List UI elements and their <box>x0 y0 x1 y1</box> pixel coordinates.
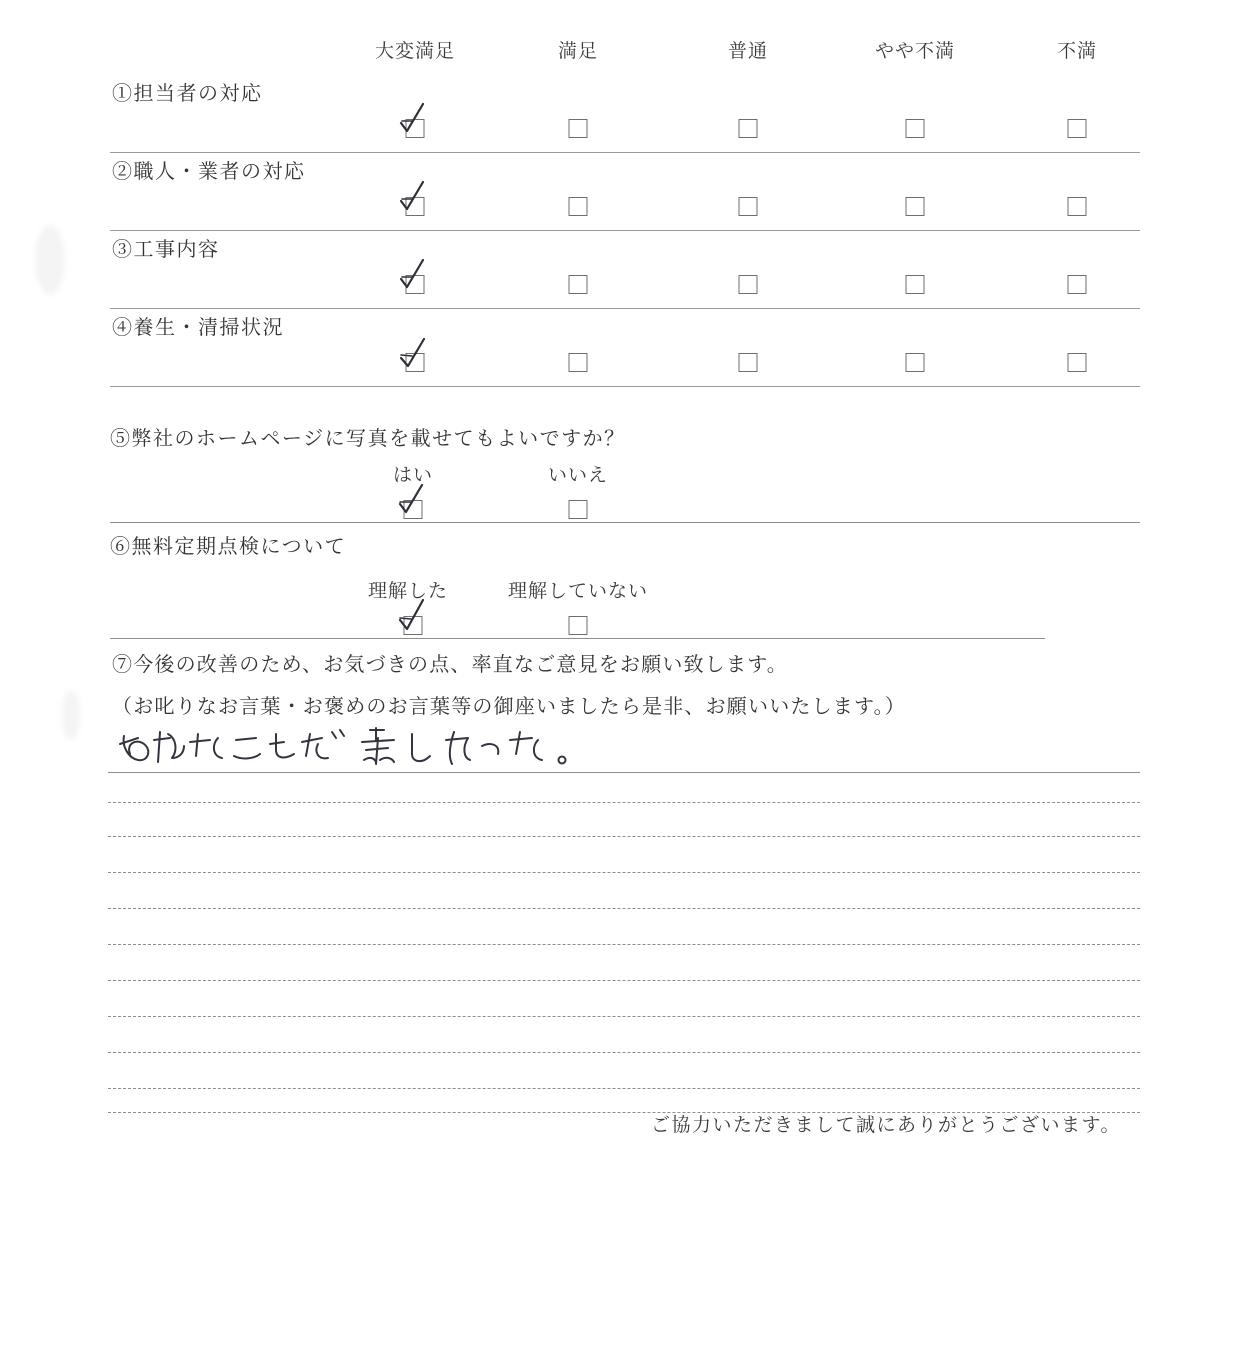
question-label-6: ⑥無料定期点検について <box>110 536 347 558</box>
checkbox-q4-opt1[interactable] <box>569 353 588 372</box>
comment-line-5 <box>108 908 1140 909</box>
row-divider-4 <box>110 386 1140 387</box>
comment-line-2 <box>108 802 1140 803</box>
checkbox-q6-opt0[interactable] <box>404 616 423 635</box>
checkbox-q6-opt1[interactable] <box>569 616 588 635</box>
checkbox-q3-opt4[interactable] <box>1068 275 1087 294</box>
checkbox-q3-opt0[interactable] <box>406 275 425 294</box>
scale-header <box>110 36 1140 66</box>
comment-line-4 <box>108 872 1140 873</box>
q5-option-label-1: いいえ <box>547 465 609 486</box>
checkbox-q3-opt2[interactable] <box>739 275 758 294</box>
checkbox-q4-opt2[interactable] <box>739 353 758 372</box>
checkbox-q4-opt0[interactable] <box>406 353 425 372</box>
scale-column-3: やや不満 <box>874 41 956 62</box>
section-divider-5 <box>110 522 1140 523</box>
checkbox-q2-opt1[interactable] <box>569 197 588 216</box>
comment-line-8 <box>108 1016 1140 1017</box>
question-label-7-line1: ⑦今後の改善のため、お気づきの点、率直なご意見をお願い致します。 <box>112 654 788 676</box>
question-label-1: ①担当者の対応 <box>112 83 263 105</box>
checkbox-q1-opt4[interactable] <box>1068 119 1087 138</box>
question-row-3 <box>110 231 1140 309</box>
section-divider-6 <box>110 638 1045 639</box>
checkbox-q5-opt0[interactable] <box>404 500 423 519</box>
question-label-5: ⑤弊社のホームページに写真を載せてもよいですか？ <box>110 428 626 450</box>
footer-thanks: ご協力いただきまして誠にありがとうございます。 <box>651 1115 1121 1136</box>
checkbox-q1-opt0[interactable] <box>406 119 425 138</box>
checkbox-q2-opt2[interactable] <box>739 197 758 216</box>
checkbox-q3-opt3[interactable] <box>906 275 925 294</box>
checkbox-q4-opt3[interactable] <box>906 353 925 372</box>
comment-line-10 <box>108 1088 1140 1089</box>
checkbox-q4-opt4[interactable] <box>1068 353 1087 372</box>
scale-column-2: 普通 <box>727 41 769 62</box>
question-block-6 <box>110 530 1140 602</box>
scale-column-0: 大変満足 <box>374 41 456 62</box>
question-row-4 <box>110 309 1140 387</box>
checkbox-q5-opt1[interactable] <box>569 500 588 519</box>
checkbox-q1-opt2[interactable] <box>739 119 758 138</box>
question-row-2 <box>110 153 1140 231</box>
scan-artifact <box>62 690 80 740</box>
question-block-5 <box>110 422 1140 486</box>
question-label-3: ③工事内容 <box>112 239 220 261</box>
scan-artifact <box>35 225 65 295</box>
comment-line-3 <box>108 836 1140 837</box>
checkbox-q2-opt0[interactable] <box>406 197 425 216</box>
checkbox-q2-opt4[interactable] <box>1068 197 1087 216</box>
checkbox-q1-opt3[interactable] <box>906 119 925 138</box>
handwritten-comment <box>118 726 638 774</box>
checkbox-q2-opt3[interactable] <box>906 197 925 216</box>
question-label-2: ②職人・業者の対応 <box>112 161 306 183</box>
comment-line-9 <box>108 1052 1140 1053</box>
comment-line-7 <box>108 980 1140 981</box>
q5-option-label-0: はい <box>392 465 434 486</box>
checkbox-q1-opt1[interactable] <box>569 119 588 138</box>
question-row-1 <box>110 75 1140 153</box>
q6-option-label-1: 理解していない <box>507 581 649 602</box>
question-label-7-line2: （お叱りなお言葉・お褒めのお言葉等の御座いましたら是非、お願いいたします。） <box>112 696 906 718</box>
comment-line-6 <box>108 944 1140 945</box>
scale-column-4: 不満 <box>1056 41 1098 62</box>
question-label-4: ④養生・清掃状況 <box>112 317 284 339</box>
q6-option-label-0: 理解した <box>367 581 449 602</box>
scale-column-1: 満足 <box>557 41 599 62</box>
checkbox-q3-opt1[interactable] <box>569 275 588 294</box>
